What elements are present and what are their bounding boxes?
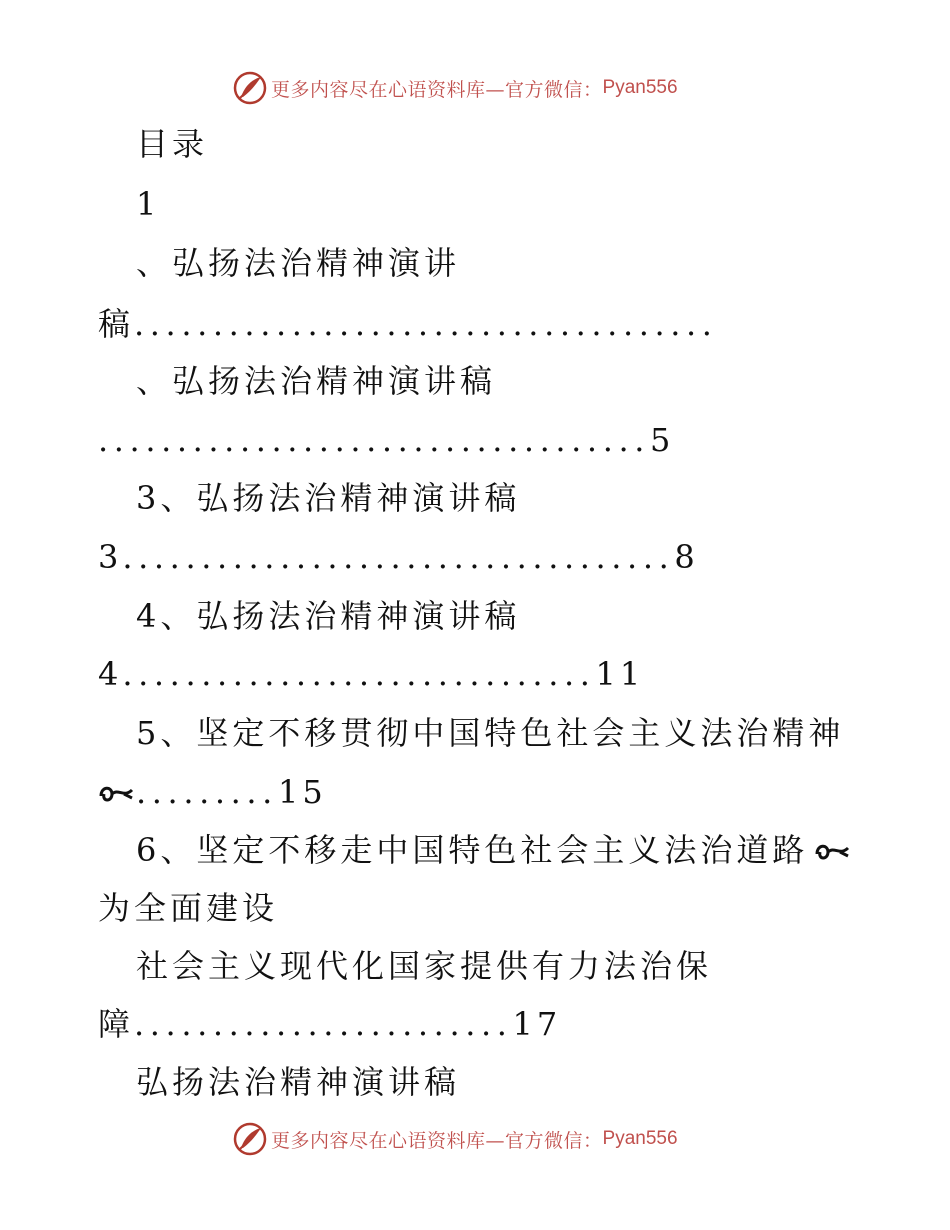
toc-entry-4-prefix: 4 bbox=[98, 655, 123, 693]
quill-logo-icon bbox=[233, 71, 267, 105]
toc-entry-1-title: 、弘扬法治精神演讲 bbox=[136, 244, 461, 282]
toc-number-1: 1 bbox=[136, 185, 161, 223]
toc-entry-6-leader: 障........................17 bbox=[98, 1005, 562, 1043]
toc-entry-6-page: 17 bbox=[512, 1005, 562, 1043]
toc-entry-5-title: 5、坚定不移贯彻中国特色社会主义法治精神 bbox=[136, 714, 845, 752]
banner-text: 更多内容尽在心语资料库—官方微信： bbox=[271, 1129, 603, 1152]
toc-entry-1-tail: 稿 bbox=[98, 305, 135, 343]
toc-entry-6-tail: 障 bbox=[98, 1005, 135, 1043]
toc-entry-2-leader: ...................................5 bbox=[98, 421, 675, 459]
wechat-id: Pyan556 bbox=[602, 1128, 678, 1149]
toc-entry-3-page: 8 bbox=[674, 538, 699, 576]
toc-entry-2-page: 5 bbox=[650, 421, 675, 459]
toc-entry-5-page: 15 bbox=[277, 773, 327, 811]
toc-entry-6-title-line bbox=[136, 830, 852, 870]
footer-banner bbox=[233, 1121, 678, 1157]
toc-entry-5-leader: .........15 bbox=[98, 772, 327, 812]
toc-heading: 目录 bbox=[136, 125, 209, 163]
body-title: 弘扬法治精神演讲稿 bbox=[136, 1063, 461, 1101]
header-banner bbox=[233, 70, 678, 106]
toc-entry-3-prefix: 3 bbox=[98, 538, 123, 576]
wechat-id: Pyan556 bbox=[602, 77, 678, 98]
toc-entry-6-title: 6、坚定不移走中国特色社会主义法治道路 bbox=[136, 831, 809, 869]
banner-text: 更多内容尽在心语资料库—官方微信： bbox=[271, 78, 603, 101]
toc-entry-3-leader: 3...................................8 bbox=[98, 538, 699, 576]
toc-entry-3-title: 3、弘扬法治精神演讲稿 bbox=[136, 479, 521, 517]
toc-entry-4-title: 4、弘扬法治精神演讲稿 bbox=[136, 597, 521, 635]
flourish-icon bbox=[814, 838, 852, 864]
quill-logo-icon bbox=[233, 1122, 267, 1156]
toc-entry-6-line-2: 为全面建设 bbox=[98, 889, 279, 927]
flourish-icon bbox=[98, 780, 136, 806]
toc-entry-4-page: 11 bbox=[595, 655, 645, 693]
toc-entry-4-leader: 4..............................11 bbox=[98, 655, 645, 693]
toc-entry-6-line-3: 社会主义现代化国家提供有力法治保 bbox=[136, 947, 713, 985]
toc-entry-2-title: 、弘扬法治精神演讲稿 bbox=[136, 362, 497, 400]
toc-entry-1-leader: 稿..................................... bbox=[98, 305, 718, 343]
